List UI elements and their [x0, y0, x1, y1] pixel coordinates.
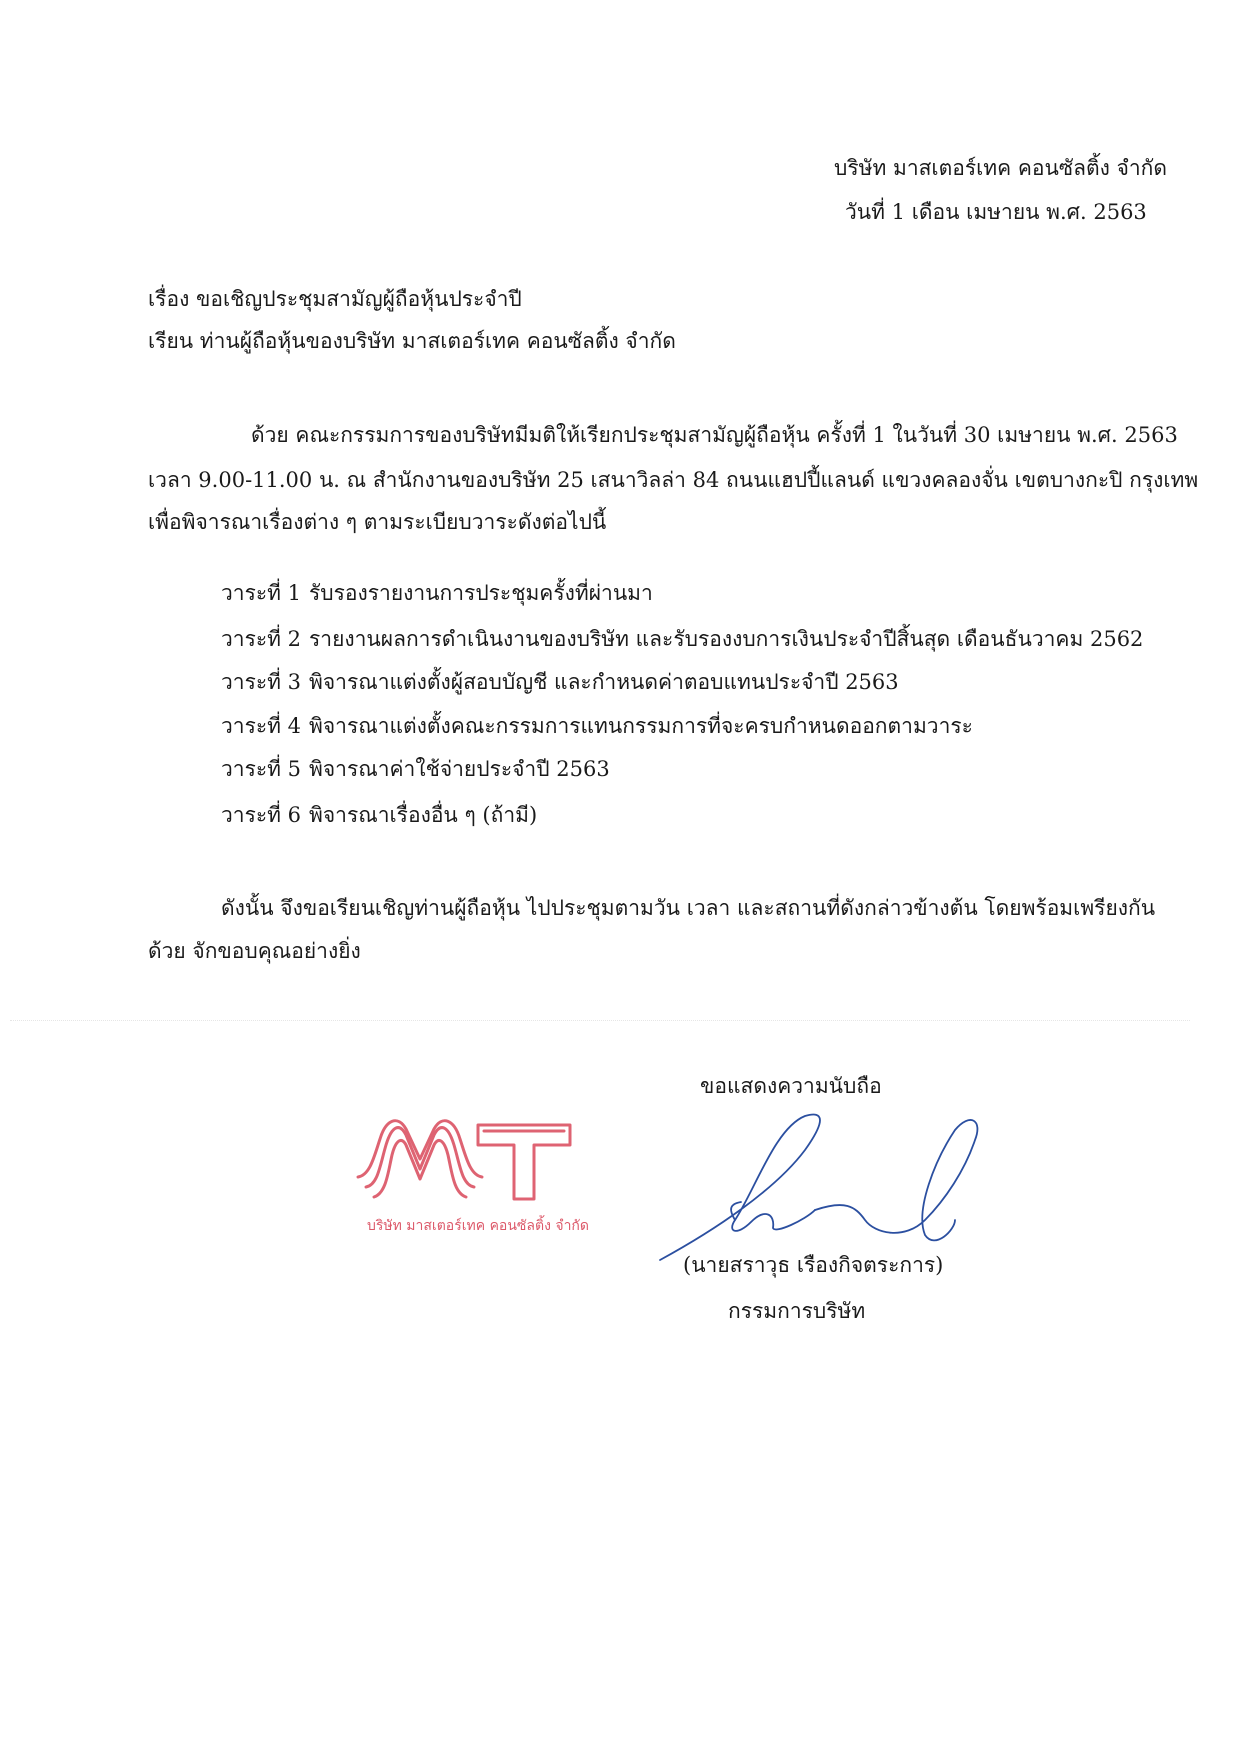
- agenda-item-4: [221, 712, 973, 740]
- signer-title: กรรมการบริษัท: [728, 1299, 866, 1323]
- closing-line-2: ด้วย จักขอบคุณอย่างยิ่ง: [148, 939, 361, 963]
- agenda-number: วาระที่ 6: [221, 803, 302, 827]
- closing-line-1: ดังนั้น จึงขอเรียนเชิญท่านผู้ถือหุ้น ไปประชุมตามวัน เวลา และสถานที่ดังกล่าวข้างต้น โดยพร้อมเพรียงกัน: [221, 896, 1156, 920]
- body-line-3: เพื่อพิจารณาเรื่องต่าง ๆ ตามระเบียบวาระดังต่อไปนี้: [148, 510, 607, 534]
- agenda-number: วาระที่ 1: [221, 581, 302, 605]
- agenda-item-3: [221, 668, 899, 696]
- agenda-item-5: [221, 755, 610, 783]
- signature-icon: [655, 1110, 1020, 1270]
- agenda-number: วาระที่ 5: [221, 757, 302, 781]
- agenda-text: พิจารณาค่าใช้จ่ายประจำปี 2563: [309, 757, 610, 781]
- agenda-text: พิจารณาแต่งตั้งคณะกรรมการแทนกรรมการที่จะครบกำหนดออกตามวาระ: [309, 714, 973, 738]
- agenda-number: วาระที่ 4: [221, 714, 302, 738]
- agenda-text: พิจารณาแต่งตั้งผู้สอบบัญชี และกำหนดค่าตอบแทนประจำปี 2563: [309, 670, 899, 694]
- agenda-number: วาระที่ 3: [221, 670, 302, 694]
- seal-company-text: บริษัท มาสเตอร์เทค คอนซัลติ้ง จำกัด: [366, 1218, 590, 1234]
- body-line-2: เวลา 9.00-11.00 น. ณ สำนักงานของบริษัท 25 เสนาวิลล่า 84 ถนนแฮปปี้แลนด์ แขวงคลองจั่น เขตบางกะปิ กรุงเทพ: [148, 468, 1199, 492]
- agenda-text: รายงานผลการดำเนินงานของบริษัท และรับรองงบการเงินประจำปีสิ้นสุด เดือนธันวาคม 2562: [309, 627, 1144, 651]
- signer-name: (นายสราวุธ เรืองกิจตระการ): [683, 1253, 944, 1277]
- agenda-item-2: [221, 625, 1143, 653]
- letter-date: วันที่ 1 เดือน เมษายน พ.ศ. 2563: [845, 200, 1147, 224]
- company-header: บริษัท มาสเตอร์เทค คอนซัลติ้ง จำกัด: [834, 156, 1168, 180]
- agenda-text: รับรองรายงานการประชุมครั้งที่ผ่านมา: [309, 581, 653, 605]
- closing-regards: ขอแสดงความนับถือ: [700, 1074, 882, 1098]
- agenda-item-6: [221, 801, 537, 829]
- agenda-number: วาระที่ 2: [221, 627, 302, 651]
- body-line-1: ด้วย คณะกรรมการของบริษัทมีมติให้เรียกประชุมสามัญผู้ถือหุ้น ครั้งที่ 1 ในวันที่ 30 เมษายน พ.ศ. 2563: [251, 423, 1178, 447]
- letter-subject: เรื่อง ขอเชิญประชุมสามัญผู้ถือหุ้นประจำปี: [148, 287, 522, 311]
- letter-salutation: เรียน ท่านผู้ถือหุ้นของบริษัท มาสเตอร์เทค คอนซัลติ้ง จำกัด: [148, 329, 676, 353]
- scan-artifact-line: [10, 1020, 1190, 1022]
- agenda-item-1: [221, 579, 653, 607]
- agenda-text: พิจารณาเรื่องอื่น ๆ (ถ้ามี): [309, 803, 538, 827]
- company-seal-icon: [348, 1105, 608, 1245]
